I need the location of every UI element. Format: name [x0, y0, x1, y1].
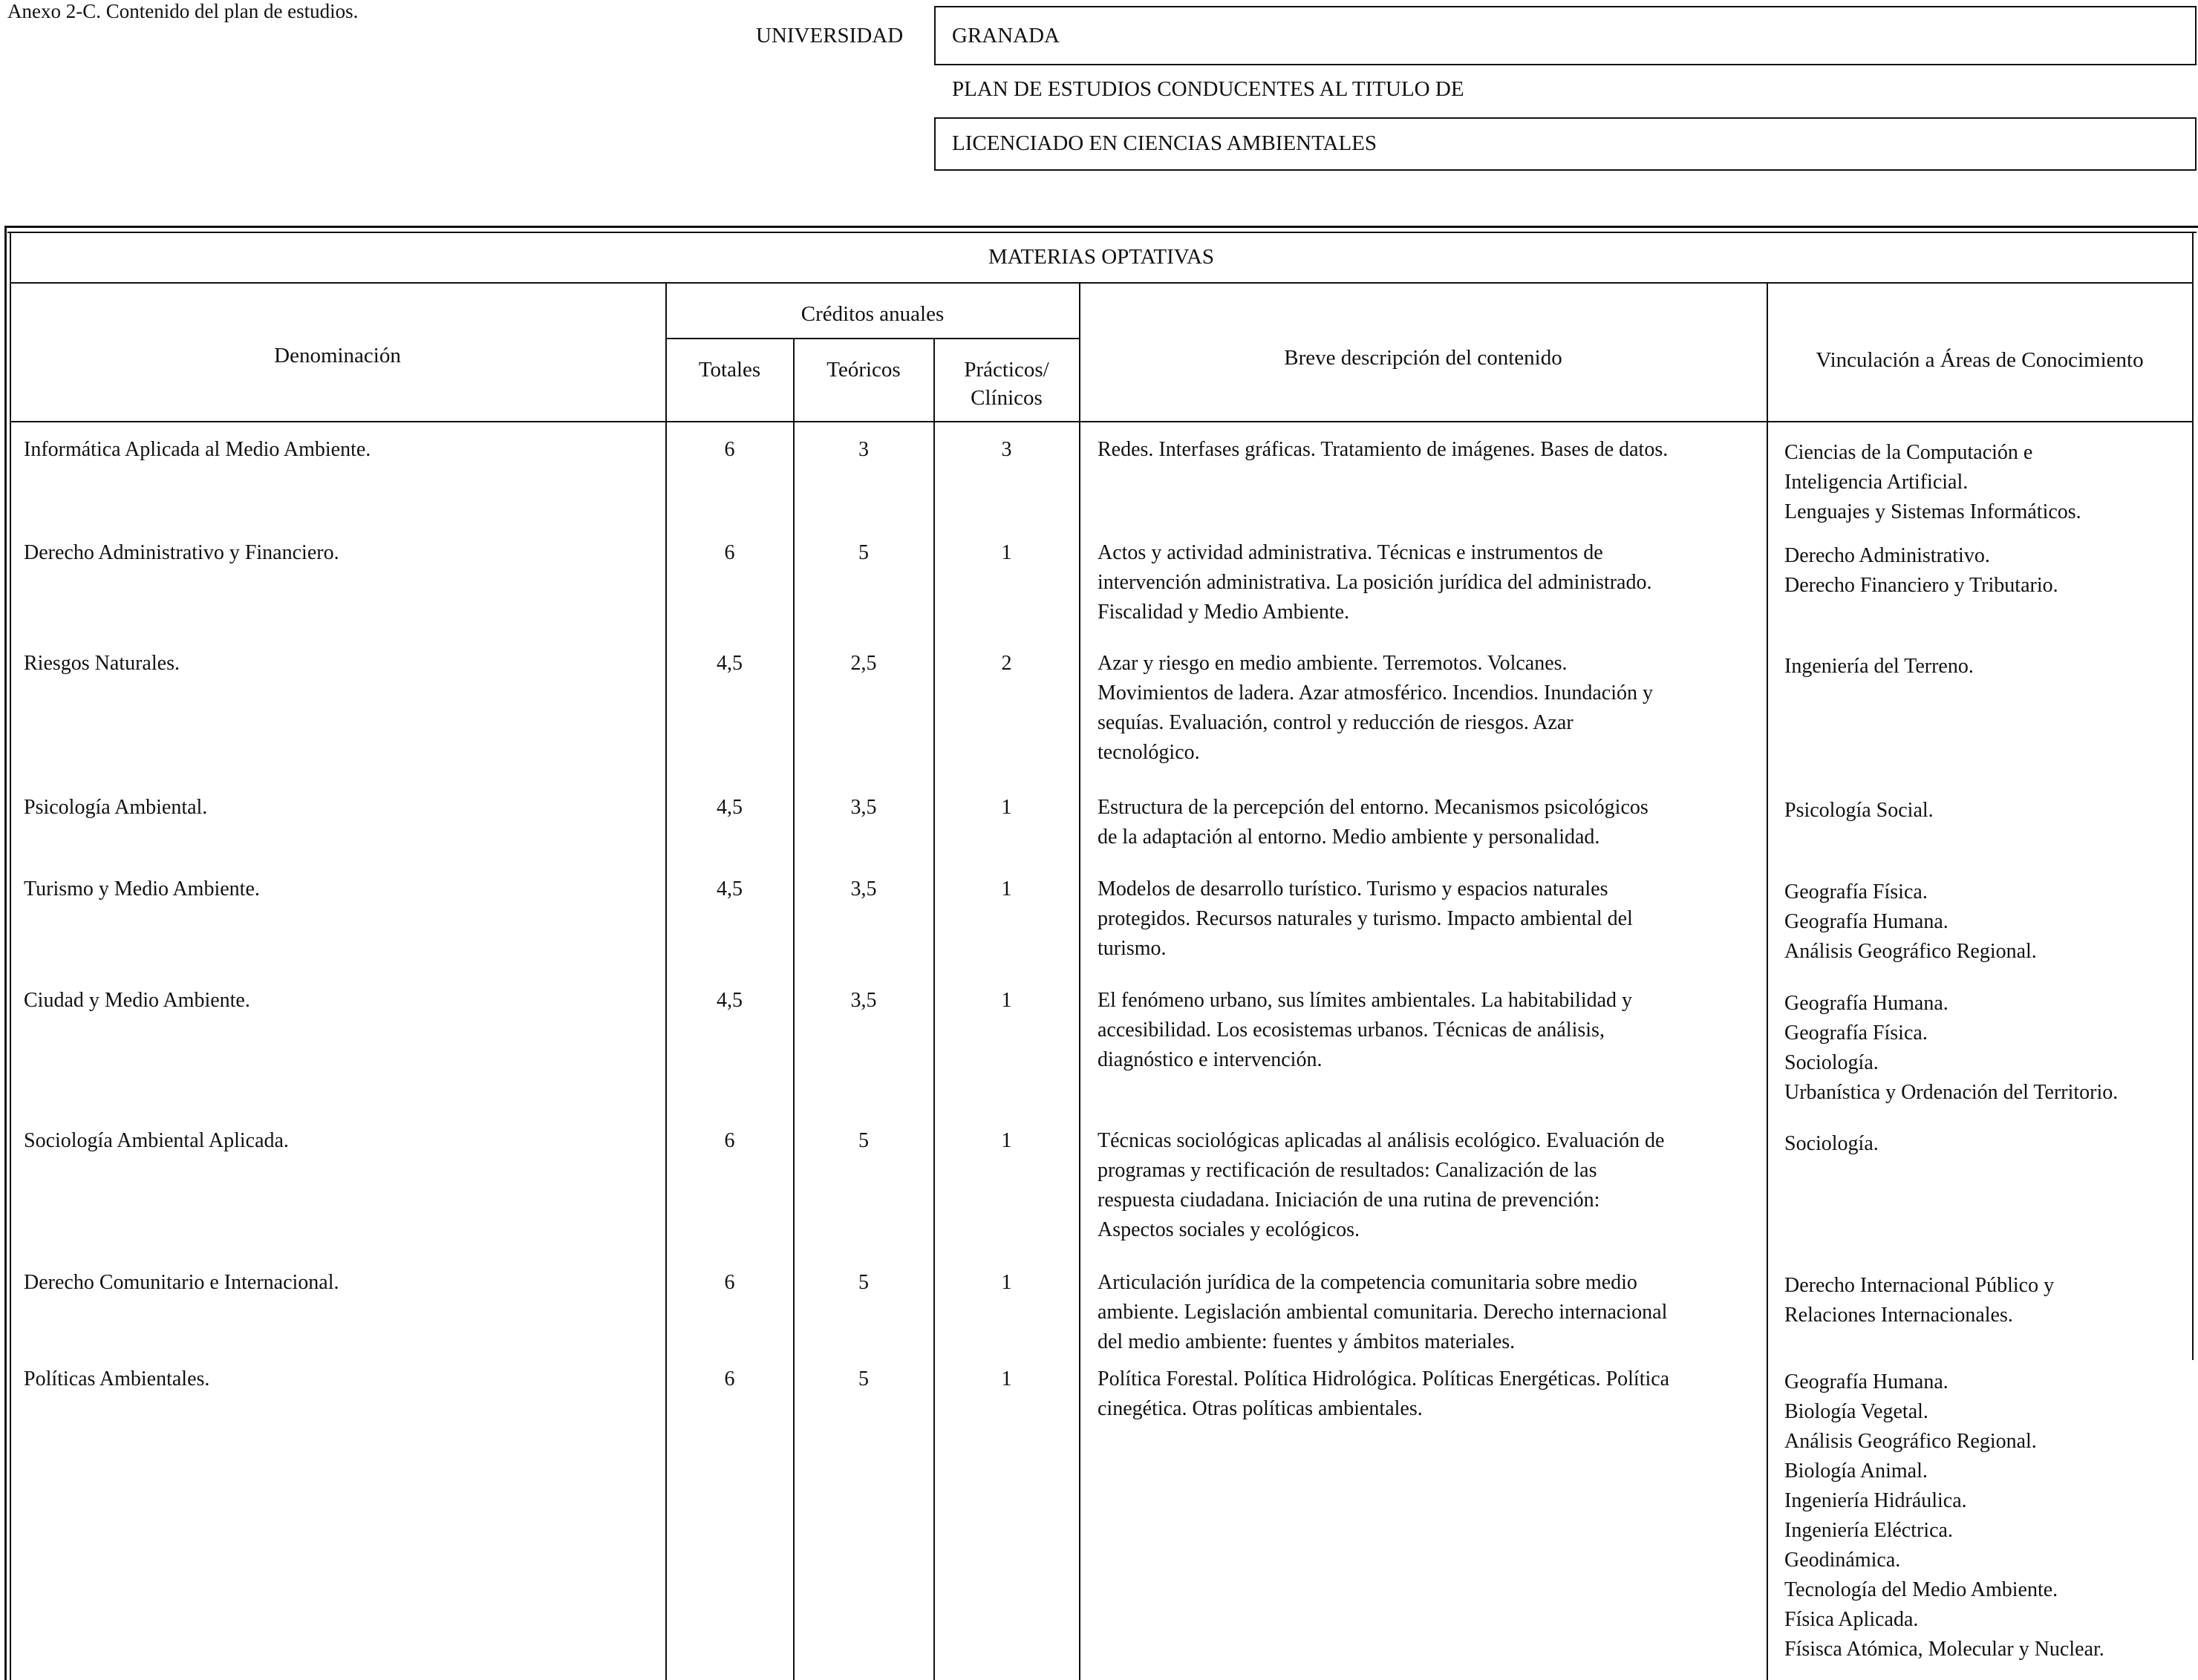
area-line: Tecnología del Medio Ambiente.: [1784, 1578, 2058, 1601]
row-vinculacion: [1784, 541, 2198, 601]
row-practicos: 1: [1001, 1129, 1012, 1152]
description-line: protegidos. Recursos naturales y turismo. Impacto ambiental del: [1098, 907, 1633, 930]
description-line: programas y rectificación de resultados: Canalización de las: [1098, 1159, 1597, 1182]
header-teoricos: Teóricos: [826, 358, 901, 382]
description-line: Redes. Interfases gráficas. Tratamiento de imágenes. Bases de datos.: [1098, 438, 1669, 461]
row-teoricos: 3: [858, 438, 869, 461]
area-line: Urbanística y Ordenación del Territorio.: [1784, 1081, 2119, 1104]
row-vinculacion: [1784, 989, 2198, 1108]
description-line: Modelos de desarrollo turístico. Turismo y espacios naturales: [1098, 877, 1608, 901]
description-line: Actos y actividad administrativa. Técnicas e instrumentos de: [1098, 541, 1603, 564]
row-practicos: 1: [1001, 1367, 1012, 1390]
row-denominacion: Derecho Comunitario e Internacional.: [24, 1271, 339, 1294]
description-line: turismo.: [1098, 937, 1167, 960]
area-line: Derecho Internacional Público y: [1784, 1274, 2055, 1297]
row-vinculacion: [1784, 438, 2198, 527]
header-creditos-anuales: Créditos anuales: [800, 302, 945, 326]
row-teoricos: 5: [858, 1271, 869, 1294]
row-teoricos: 5: [858, 1367, 869, 1390]
header-totales: Totales: [698, 358, 761, 382]
description-line: cinegética. Otras políticas ambientales.: [1098, 1397, 1423, 1420]
area-line: Física Aplicada.: [1784, 1608, 1919, 1631]
row-denominacion: Psicología Ambiental.: [24, 796, 208, 819]
row-practicos: 1: [1001, 1271, 1012, 1294]
area-line: Análisis Geográfico Regional.: [1784, 940, 2037, 963]
row-vinculacion: [1784, 1271, 2198, 1330]
row-descripcion: [1098, 435, 1766, 465]
row-descripcion: [1098, 986, 1766, 1075]
plan-label: PLAN DE ESTUDIOS CONDUCENTES AL TITULO DE: [952, 77, 1464, 101]
description-line: accesibilidad. Los ecosistemas urbanos. Técnicas de análisis,: [1098, 1019, 1605, 1042]
description-line: Fiscalidad y Medio Ambiente.: [1098, 601, 1350, 624]
description-line: del medio ambiente: fuentes y ámbitos materiales.: [1098, 1330, 1516, 1353]
row-denominacion: Riesgos Naturales.: [24, 652, 180, 675]
area-line: Ingeniería del Terreno.: [1784, 655, 1974, 678]
row-totales: 6: [724, 1271, 735, 1294]
row-descripcion: [1098, 538, 1766, 627]
row-teoricos: 5: [858, 1129, 869, 1152]
description-line: El fenómeno urbano, sus límites ambientales. La habitabilidad y: [1098, 989, 1633, 1012]
row-teoricos: 3,5: [850, 877, 877, 901]
row-practicos: 1: [1001, 989, 1012, 1012]
row-totales: 6: [724, 438, 735, 461]
row-denominacion: Políticas Ambientales.: [24, 1367, 210, 1390]
row-teoricos: 5: [858, 541, 869, 564]
header-practicos: Prácticos/ Clínicos: [964, 358, 1049, 410]
row-totales: 4,5: [717, 652, 743, 675]
row-vinculacion: [1784, 877, 2198, 967]
area-line: Análisis Geográfico Regional.: [1784, 1430, 2037, 1453]
area-line: Sociología.: [1784, 1132, 1879, 1155]
area-line: Geografía Humana.: [1784, 910, 1948, 933]
description-line: tecnológico.: [1098, 741, 1200, 764]
description-line: intervención administrativa. La posición jurídica del administrado.: [1098, 571, 1652, 594]
row-totales: 4,5: [717, 877, 743, 901]
row-descripcion: [1098, 1364, 1766, 1424]
university-value: GRANADA: [952, 24, 1060, 48]
row-denominacion: Ciudad y Medio Ambiente.: [24, 989, 250, 1012]
area-line: Geografía Humana.: [1784, 1370, 1948, 1393]
row-teoricos: 3,5: [850, 989, 877, 1012]
description-line: de la adaptación al entorno. Medio ambiente y personalidad.: [1098, 826, 1600, 849]
row-practicos: 1: [1001, 877, 1012, 901]
description-line: ambiente. Legislación ambiental comunitaria. Derecho internacional: [1098, 1301, 1668, 1324]
area-line: Lenguajes y Sistemas Informáticos.: [1784, 500, 2081, 523]
annex-caption: Anexo 2-C. Contenido del plan de estudios.: [7, 0, 359, 22]
row-teoricos: 2,5: [850, 652, 877, 675]
area-line: Biología Vegetal.: [1784, 1400, 1928, 1423]
header-vinculacion: Vinculación a Áreas de Conocimiento: [1816, 348, 2144, 372]
area-line: Geografía Física.: [1784, 880, 1928, 903]
row-denominacion: Informática Aplicada al Medio Ambiente.: [24, 438, 371, 461]
description-line: Movimientos de ladera. Azar atmosférico. Incendios. Inundación y: [1098, 682, 1653, 705]
area-line: Ciencias de la Computación e: [1784, 441, 2033, 464]
row-descripcion: [1098, 649, 1766, 768]
description-line: respuesta ciudadana. Iniciación de una rutina de prevención:: [1098, 1189, 1600, 1212]
row-descripcion: [1098, 875, 1766, 964]
row-practicos: 1: [1001, 541, 1012, 564]
area-line: Inteligencia Artificial.: [1784, 471, 1969, 494]
description-line: Aspectos sociales y ecológicos.: [1098, 1218, 1360, 1241]
area-line: Derecho Administrativo.: [1784, 544, 1990, 567]
row-totales: 4,5: [717, 989, 743, 1012]
area-line: Relaciones Internacionales.: [1784, 1304, 2013, 1327]
row-vinculacion: [1784, 1129, 2198, 1159]
area-line: Geodinámica.: [1784, 1549, 1901, 1572]
row-totales: 4,5: [717, 796, 743, 819]
area-line: Derecho Financiero y Tributario.: [1784, 574, 2058, 597]
header-descripcion: Breve descripción del contenido: [1284, 346, 1562, 370]
row-vinculacion: [1784, 796, 2198, 826]
university-label: UNIVERSIDAD: [756, 24, 904, 48]
row-denominacion: Derecho Administrativo y Financiero.: [24, 541, 339, 564]
row-denominacion: Turismo y Medio Ambiente.: [24, 877, 260, 901]
university-box: [934, 6, 2197, 65]
area-line: Geografía Humana.: [1784, 992, 1948, 1015]
row-practicos: 3: [1001, 438, 1012, 461]
description-line: Técnicas sociológicas aplicadas al análisis ecológico. Evaluación de: [1098, 1129, 1665, 1152]
section-title: MATERIAS OPTATIVAS: [988, 245, 1215, 269]
row-totales: 6: [724, 1129, 735, 1152]
area-line: Geografía Física.: [1784, 1022, 1928, 1045]
description-line: sequías. Evaluación, control y reducción de riesgos. Azar: [1098, 711, 1574, 734]
row-practicos: 1: [1001, 796, 1012, 819]
area-line: Psicología Social.: [1784, 799, 1934, 822]
header-denominacion: Denominación: [274, 344, 401, 367]
description-line: Articulación jurídica de la competencia comunitaria sobre medio: [1098, 1271, 1637, 1294]
area-line: Biología Animal.: [1784, 1460, 1928, 1483]
row-teoricos: 3,5: [850, 796, 877, 819]
area-line: Físisca Atómica, Molecular y Nuclear.: [1784, 1638, 2104, 1661]
row-totales: 6: [724, 1367, 735, 1390]
row-descripcion: [1098, 1268, 1766, 1357]
row-descripcion: [1098, 1126, 1766, 1245]
row-descripcion: [1098, 793, 1766, 852]
degree-title-value: LICENCIADO EN CIENCIAS AMBIENTALES: [952, 131, 1377, 155]
description-line: diagnóstico e intervención.: [1098, 1048, 1323, 1071]
row-practicos: 2: [1001, 652, 1012, 675]
row-totales: 6: [724, 541, 735, 564]
area-line: Ingeniería Hidráulica.: [1784, 1489, 1967, 1512]
row-denominacion: Sociología Ambiental Aplicada.: [24, 1129, 289, 1152]
area-line: Sociología.: [1784, 1051, 1879, 1074]
description-line: Azar y riesgo en medio ambiente. Terremotos. Volcanes.: [1098, 652, 1568, 675]
description-line: Estructura de la percepción del entorno. Mecanismos psicológicos: [1098, 796, 1648, 819]
row-vinculacion: [1784, 652, 2198, 682]
row-vinculacion: [1784, 1367, 2198, 1664]
description-line: Política Forestal. Política Hidrológica. Políticas Energéticas. Política: [1098, 1367, 1670, 1390]
area-line: Ingeniería Eléctrica.: [1784, 1519, 1953, 1542]
